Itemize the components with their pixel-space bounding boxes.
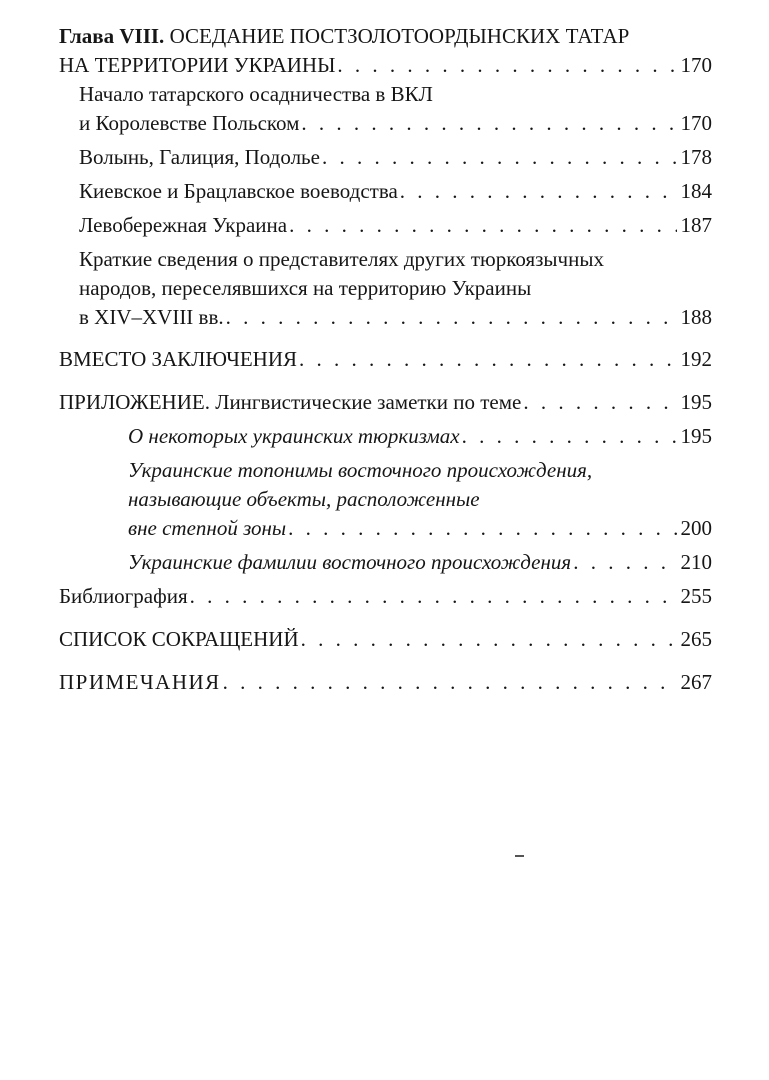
page-number: 184 — [680, 179, 712, 203]
entry-text-line-3: в XIV–XVIII вв. — [79, 305, 224, 329]
leader-dots — [301, 625, 677, 654]
entry-text: Киевское и Брацлавское воеводства — [79, 179, 398, 203]
page-number: 200 — [680, 516, 712, 540]
chapter-title-line-1: ОСЕДАНИЕ ПОСТЗОЛОТООРДЫНСКИХ ТАТАР — [164, 24, 630, 48]
entry-text-line-1: Краткие сведения о представителях других тюркоязычных — [79, 247, 604, 271]
leader-dots — [190, 582, 677, 611]
toc-entry-toponyms — [59, 456, 712, 543]
stray-mark — [515, 855, 524, 857]
leader-dots — [226, 303, 677, 332]
page-number: 255 — [680, 584, 712, 608]
toc-entry-tatar-settlement-start — [59, 80, 712, 138]
entry-text-line-2: называющие объекты, расположенные — [128, 487, 480, 511]
toc-entry-bibliography — [59, 582, 712, 611]
page-number: 192 — [680, 347, 712, 371]
entry-text: Украинские фамилии восточного происхождения — [128, 550, 572, 574]
toc-entry-abbreviations — [59, 625, 712, 654]
leader-dots — [299, 345, 676, 374]
page-number: 210 — [680, 550, 712, 574]
page-number: 265 — [680, 627, 712, 651]
leader-dots — [573, 548, 676, 577]
toc-entry-notes — [59, 668, 712, 697]
page-number: 187 — [680, 213, 712, 237]
page-number: 170 — [680, 111, 712, 135]
leader-dots — [288, 514, 676, 543]
toc-entry-conclusion — [59, 345, 712, 374]
leader-dots — [322, 143, 677, 172]
toc-entry-turkisms — [59, 422, 712, 451]
entry-text: ВМЕСТО ЗАКЛЮЧЕНИЯ — [59, 347, 298, 371]
entry-text: СПИСОК СОКРАЩЕНИЙ — [59, 627, 299, 651]
table-of-contents — [59, 22, 712, 697]
toc-entry-appendix — [59, 388, 712, 417]
entry-text: ПРИЛОЖЕНИЕ. Лингвистические заметки по теме — [59, 390, 522, 414]
entry-text-line-1: Украинские топонимы восточного происхождения, — [128, 458, 593, 482]
entry-text: Левобережная Украина — [79, 213, 288, 237]
leader-dots — [301, 109, 676, 138]
leader-dots — [400, 177, 677, 206]
toc-entry-chapter-8 — [59, 22, 712, 80]
entry-text-line-2: народов, переселявшихся на территорию Украины — [79, 276, 532, 300]
leader-dots — [337, 51, 676, 80]
toc-entry-other-turkic-peoples — [59, 245, 712, 332]
page-number: 195 — [680, 390, 712, 414]
toc-entry-volyn — [59, 143, 712, 172]
page-number: 170 — [680, 53, 712, 77]
entry-text: Волынь, Галиция, Подолье — [79, 145, 320, 169]
leader-dots — [289, 211, 676, 240]
entry-text-line-3: вне степной зоны — [128, 516, 287, 540]
chapter-title-line-2: НА ТЕРРИТОРИИ УКРАИНЫ — [59, 53, 336, 77]
leader-dots — [523, 388, 676, 417]
page-number: 188 — [680, 305, 712, 329]
entry-text-line-1: Начало татарского осадничества в ВКЛ — [79, 82, 433, 106]
leader-dots — [223, 668, 677, 697]
toc-entry-left-bank — [59, 211, 712, 240]
toc-entry-kiev-bratslav — [59, 177, 712, 206]
entry-text-line-2: и Королевстве Польском — [79, 111, 300, 135]
toc-entry-surnames — [59, 548, 712, 577]
page-number: 178 — [680, 145, 712, 169]
entry-text: ПРИМЕЧАНИЯ — [59, 670, 221, 694]
entry-text: О некоторых украинских тюркизмах — [128, 424, 460, 448]
entry-text: Библиография — [59, 584, 188, 608]
chapter-label: Глава VIII. — [59, 24, 165, 48]
page-number: 195 — [680, 424, 712, 448]
leader-dots — [462, 422, 677, 451]
page-number: 267 — [680, 670, 712, 694]
